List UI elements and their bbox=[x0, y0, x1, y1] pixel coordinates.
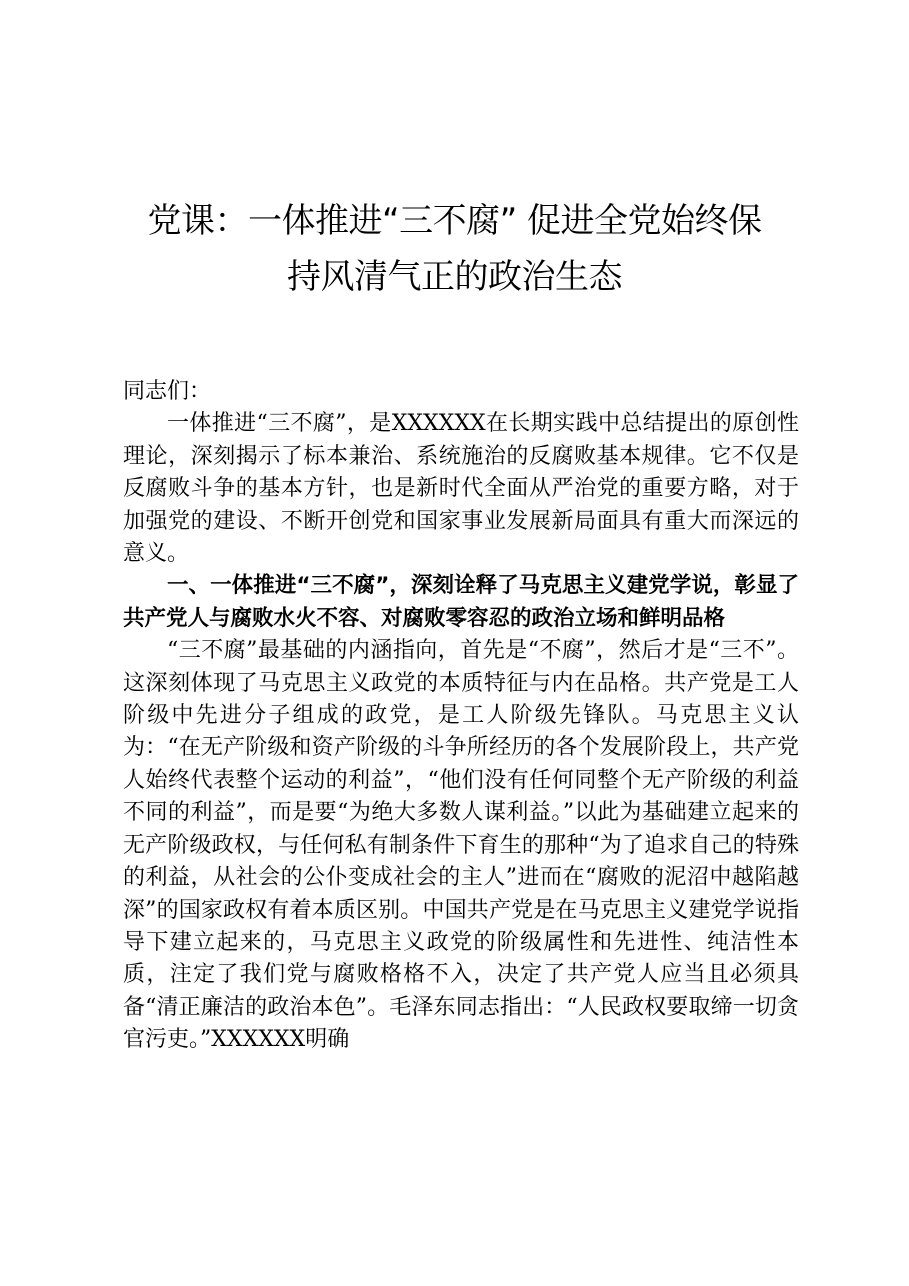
section-heading: 一、一体推进“三不腐”，深刻诠释了马克思主义建党学说，彰显了共产党人与腐败水火不容、对腐败零容忍的政治立场和鲜明品格 bbox=[123, 573, 799, 631]
document-body bbox=[123, 376, 799, 1057]
intro-paragraph: 一体推进“三不腐”，是XXXXXX在长期实践中总结提出的原创性理论，深刻揭示了标本兼治、系统施治的反腐败基本规律。它不仅是反腐败斗争的基本方针，也是新时代全面从严治党的重要方略，对于加强党的建设、不断开创党和国家事业发展新局面具有重大而深远的意义。 bbox=[123, 411, 799, 567]
title-line-1: 党课：一体推进“三不腐” 促进全党始终保 bbox=[147, 201, 762, 241]
section-paragraph: “三不腐”最基础的内涵指向，首先是“不腐”，然后才是“三不”。这深刻体现了马克思主义政党的本质特征与内在品格。共产党是工人阶级中先进分子组成的政党，是工人阶级先锋队。马克思主义认为：“在无产阶级和资产阶级的斗争所经历的各个发展阶段上，共产党人始终代表整个运动的利益”，“他们没有任何同整个无产阶级的利益不同的利益”，而是要“为绝大多数人谋利益。”以此为基础建立起来的无产阶级政权，与任何私有制条件下育生的那种“为了追求自己的特殊的利益，从社会的公仆变成社会的主人”进而在“腐败的泥沼中越陷越深”的国家政权有着本质区别。中国共产党是在马克思主义建党学说指导下建立起来的，马克思主义政党的阶级属性和先进性、纯洁性本质，注定了我们党与腐败格格不入，决定了共产党人应当且必须具备“清正廉洁的政治本色”。毛泽东同志指出：“人民政权要取缔一切贪官污吏。”XXXXXX明确 bbox=[123, 638, 799, 1053]
document-title bbox=[0, 193, 909, 305]
salutation: 同志们： bbox=[123, 379, 212, 404]
title-line-2: 持风清气正的政治生态 bbox=[287, 257, 622, 297]
